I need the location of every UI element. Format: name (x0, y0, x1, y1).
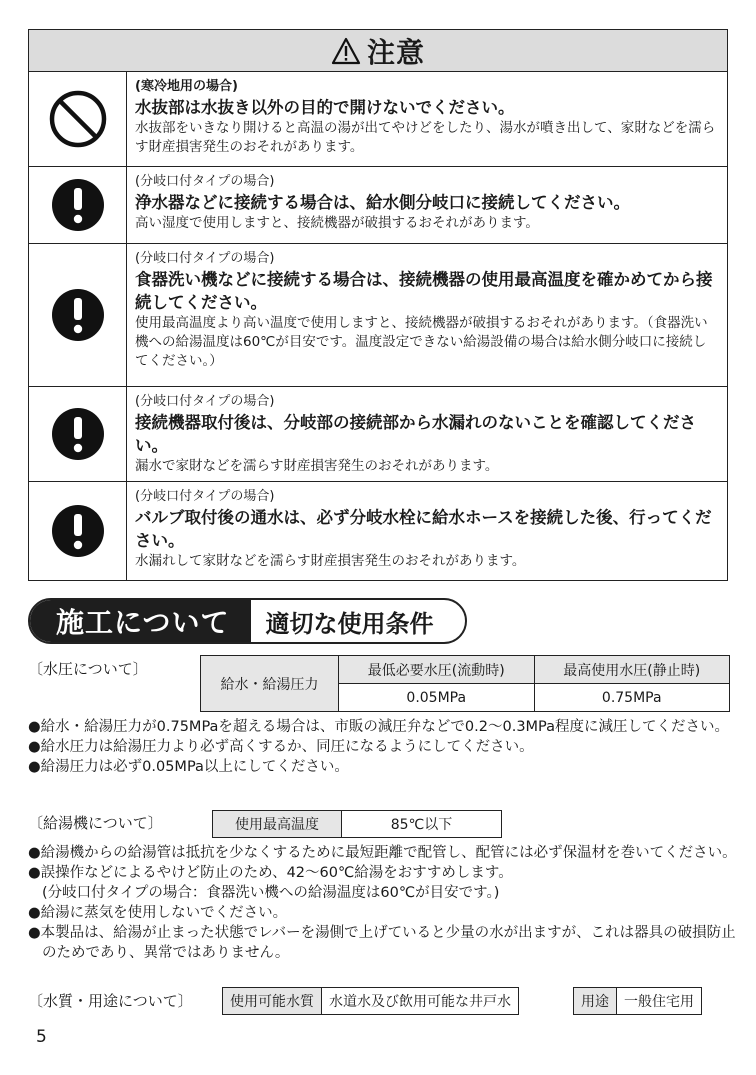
water-heater-notes (28, 843, 738, 963)
max-temp-label: 使用最高温度 (213, 811, 341, 837)
page-number: 5 (36, 1027, 47, 1047)
caution-title: 注意 (366, 35, 425, 69)
usage-box (573, 987, 702, 1015)
section-subtitle: 適切な使用条件 (265, 609, 434, 638)
caution-condition: (分岐口付タイプの場合) (135, 394, 275, 409)
caution-detail: 水漏れして家財などを濡らす財産損害発生のおそれがあります。 (135, 553, 526, 569)
section-title: 施工について (30, 600, 251, 642)
mandatory-icon (29, 387, 127, 481)
caution-row (29, 387, 727, 482)
note-item: ●給湯に蒸気を使用しないでください。 (28, 905, 288, 921)
caution-row (29, 167, 727, 244)
caution-main: バルブ取付後の通水は、必ず分岐水栓に給水ホースを接続した後、行ってください。 (135, 508, 712, 550)
water-quality-label-cell: 使用可能水質 (223, 988, 321, 1014)
pressure-row-header: 給水・給湯圧力 (201, 656, 339, 712)
caution-detail: 漏水で家財などを濡らす財産損害発生のおそれがあります。 (135, 458, 499, 474)
caution-detail: 使用最高温度より高い温度で使用しますと、接続機器が破損するおそれがあります。（食器洗い機への給湯温度は60℃が目安です。温度設定できない給湯設備の場合は給水側分岐口に接続してください。） (135, 315, 708, 369)
warning-triangle-icon (331, 37, 361, 65)
pressure-col2-value: 0.75MPa (534, 684, 730, 712)
mandatory-icon (29, 482, 127, 580)
usage-label: 用途 (574, 988, 616, 1014)
note-item: (分岐口付タイプの場合：食器洗い機への給湯温度は60℃が目安です。) (42, 885, 500, 901)
pressure-col1-header: 最低必要水圧(流動時) (339, 656, 535, 684)
pressure-col2-header: 最高使用水圧(静止時) (534, 656, 730, 684)
caution-main: 浄水器などに接続する場合は、給水側分岐口に接続してください。 (135, 193, 630, 212)
mandatory-icon (29, 167, 127, 243)
caution-main: 接続機器取付後は、分岐部の接続部から水漏れのないことを確認してください。 (135, 413, 696, 455)
caution-condition: (寒冷地用の場合) (135, 79, 238, 94)
section-heading (28, 597, 467, 645)
caution-box (28, 29, 728, 581)
caution-condition: (分岐口付タイプの場合) (135, 489, 275, 504)
water-pressure-notes (28, 717, 738, 777)
water-pressure-label: 〔水圧について〕 (28, 660, 148, 678)
pressure-col1-value: 0.05MPa (339, 684, 535, 712)
mandatory-icon (29, 244, 127, 386)
caution-header (29, 30, 727, 72)
caution-text (127, 72, 727, 166)
caution-detail: 水抜部をいきなり開けると高温の湯が出てやけどをしたり、湯水が噴き出して、家財などを濡らす財産損害発生のおそれがあります。 (135, 120, 716, 155)
note-item: ●誤操作などによるやけど防止のため、42～60℃給湯をおすすめします。 (28, 865, 513, 881)
note-item: ●給湯圧力は必ず0.05MPa以上にしてください。 (28, 759, 349, 775)
water-quality-box (222, 987, 519, 1015)
caution-text (127, 387, 727, 481)
note-item: ●給水・給湯圧力が0.75MPaを超える場合は、市販の減圧弁などで0.2～0.3MPa程度に減圧してください。 (28, 719, 730, 735)
max-temp-value: 85℃以下 (341, 811, 501, 837)
water-heater-label: 〔給湯機について〕 (28, 814, 163, 832)
water-pressure-table (200, 655, 730, 712)
caution-text (127, 482, 727, 580)
prohibition-icon (29, 72, 127, 166)
caution-row (29, 244, 727, 387)
caution-row (29, 482, 727, 580)
water-quality-label: 〔水質・用途について〕 (28, 992, 193, 1010)
caution-row (29, 72, 727, 167)
caution-main: 水抜部は水抜き以外の目的で開けないでください。 (135, 98, 515, 117)
max-temp-box (212, 810, 502, 838)
caution-condition: (分岐口付タイプの場合) (135, 251, 275, 266)
note-item: ●給水圧力は給湯圧力より必ず高くするか、同圧になるようにしてください。 (28, 739, 534, 755)
water-quality-value: 水道水及び飲用可能な井戸水 (321, 988, 518, 1014)
caution-detail: 高い湿度で使用しますと、接続機器が破損するおそれがあります。 (135, 215, 539, 231)
caution-text (127, 167, 727, 243)
note-item: ●本製品は、給湯が止まった状態でレバーを湯側で上げていると少量の水が出ますが、これは器具の破損防止のためであり、異常ではありません。 (28, 925, 736, 961)
section-pill (28, 598, 467, 644)
usage-value: 一般住宅用 (616, 988, 701, 1014)
caution-text (127, 244, 727, 386)
note-item: ●給湯機からの給湯管は抵抗を少なくするために最短距離で配管し、配管には必ず保温材を巻いてください。 (28, 845, 737, 861)
caution-main: 食器洗い機などに接続する場合は、接続機器の使用最高温度を確かめてから接続してください。 (135, 270, 713, 312)
caution-condition: (分岐口付タイプの場合) (135, 174, 275, 189)
